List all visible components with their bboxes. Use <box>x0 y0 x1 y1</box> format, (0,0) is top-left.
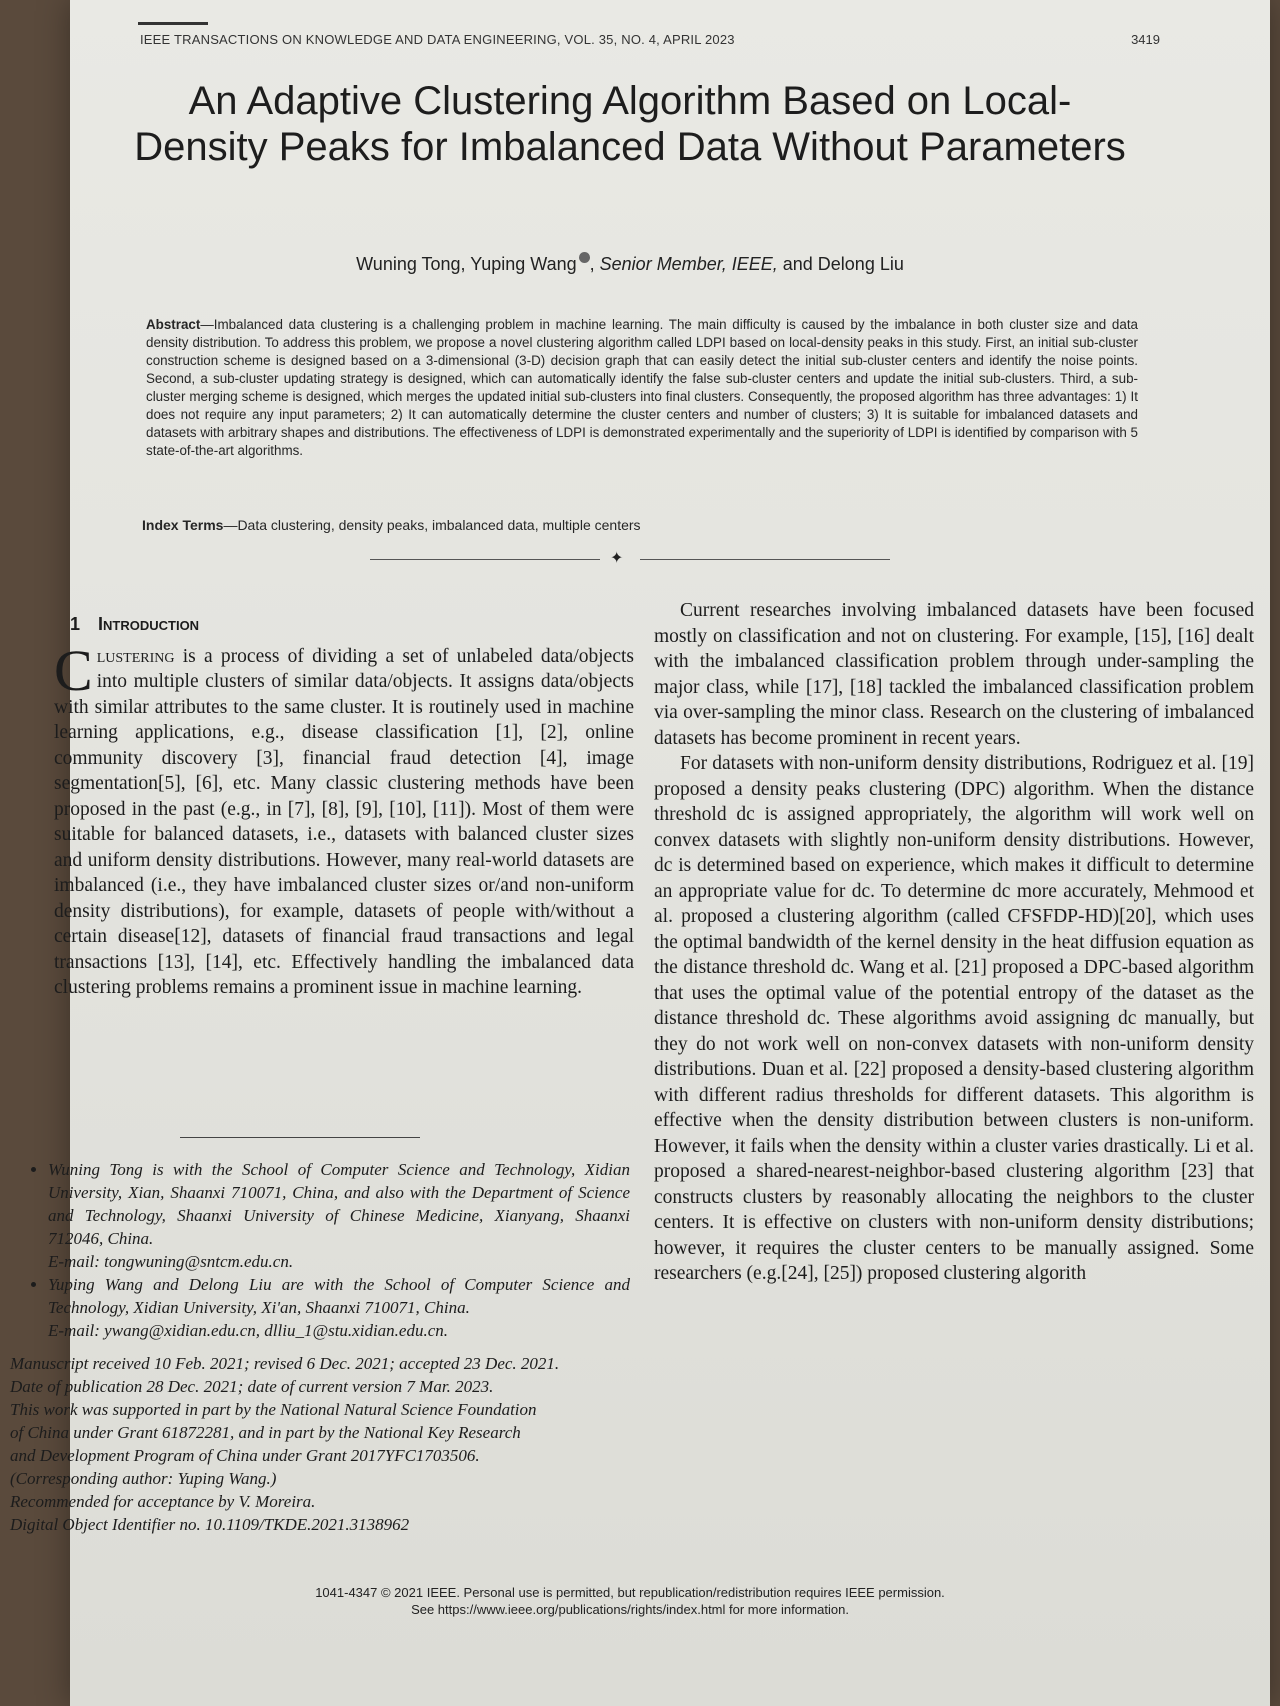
recommended-by: Recommended for acceptance by V. Moreira. <box>10 1492 316 1511</box>
author-line: Wuning Tong, Yuping Wang , Senior Member, IEEE, and Delong Liu <box>356 254 904 274</box>
right-column <box>654 598 1254 1287</box>
author-membership: Senior Member, IEEE, <box>599 254 778 274</box>
intro-paragraph-3: For datasets with non-uniform density distributions, Rodriguez et al. [19] proposed a density peaks clustering (DPC) algorithm. When the distance threshold dc is assigned appropriately, the algorithm will work well on convex datasets with slightly non-uniform density distributions. However, dc is determined based on experience, which makes it difficult to determine an appropriate value for dc. To determine dc more accurately, Mehmood et al. proposed a clustering algorithm (called CFSFDP-HD)[20], which uses the optimal bandwidth of the kernel density in the heat diffusion equation as the distance threshold dc. Wang et al. [21] proposed a DPC-based algorithm that uses the optimal value of the potential entropy of the dataset as the distance threshold dc. These algorithms avoid assigning dc manually, but they do not work well on non-convex datasets with non-uniform density distributions. Duan et al. [22] proposed a density-based clustering algorithm with different radius thresholds for different datasets. This algorithm is effective when the density distribution between clusters is non-uniform. However, it fails when the density within a cluster varies drastically. Li et al. proposed a shared-nearest-neighbor-based clustering algorithm [23] that constructs clusters by reasonably allocating the neighbors to the cluster centers. It is effective on clusters with non-uniform density distributions; however, it requires the cluster centers to be manually assigned. Some researchers (e.g.[24], [25]) proposed clustering algorith <box>654 753 1254 1284</box>
footnotes <box>10 1158 630 1536</box>
copyright-line-2: See https://www.ieee.org/publications/rights/index.html for more information. <box>411 1602 849 1617</box>
paragraph-text: is a process of dividing a set of unlabeled data/objects into multiple clusters of similar data/objects. It assigns data/objects with similar attributes to the same cluster. It is routinely used in machine learning applications, e.g., disease classification [1], [2], online community discovery [3], financial fraud detection [4], image segmentation[5], [6], etc. Many classic clustering methods have been proposed in the past (e.g., in [7], [8], [9], [10], [11]). Most of them were suitable for balanced datasets, i.e., datasets with balanced cluster sizes and uniform density distributions. However, many real-world datasets are imbalanced (i.e., they have imbalanced cluster sizes or/and non-uniform density distributions), for example, datasets of people with/without a certain disease[12], datasets of financial fraud transactions and legal transactions [13], [14], etc. Effectively handling the imbalanced data clustering problems remains a prominent issue in machine learning. <box>54 645 634 998</box>
abstract <box>146 316 1138 460</box>
page-number: 3419 <box>1131 32 1160 47</box>
index-terms-label: Index Terms <box>142 517 224 533</box>
author2-email: E-mail: ywang@xidian.edu.cn, dlliu_1@stu.xidian.edu.cn. <box>48 1321 449 1340</box>
copyright-line-1: 1041-4347 © 2021 IEEE. Personal use is permitted, but republication/redistribution requires IEEE permission. <box>315 1585 945 1600</box>
publication-dates: Date of publication 28 Dec. 2021; date of current version 7 Mar. 2023. <box>10 1377 494 1396</box>
funding-line-3: and Development Program of China under Grant 2017YFC1703506. <box>10 1446 480 1465</box>
intro-paragraph-2: Current researches involving imbalanced datasets have been focused mostly on classification and not on clustering. For example, [15], [16] dealt with the imbalanced classification problem through under-sampling the major class, while [17], [18] tackled the imbalanced classification problem via over-sampling the minor class. Research on the clustering of imbalanced datasets has become prominent in recent years. <box>654 600 1254 749</box>
header-rule <box>138 22 208 25</box>
copyright-notice <box>170 1584 1090 1618</box>
author-names: Wuning Tong, Yuping Wang <box>356 254 577 274</box>
abstract-label: Abstract <box>146 317 201 332</box>
running-header <box>140 32 1160 47</box>
author2-affiliation: • Yuping Wang and Delong Liu are with the School of Computer Science and Technology, Xidian University, Xi'an, Shaanxi 710071, China. E-mail: ywang@xidian.edu.cn, dlliu_1@stu.xidian.edu.cn. <box>48 1273 630 1342</box>
section-number: 1 <box>70 614 81 634</box>
doi: Digital Object Identifier no. 10.1109/TKDE.2021.3138962 <box>10 1515 410 1534</box>
author1-affiliation: • Wuning Tong is with the School of Computer Science and Technology, Xidian University, Xian, Shaanxi 710071, China, and also with the Department of Science and Technology, Shaanxi University of Chinese Medicine, Xianyang, Shaanxi 712046, China. E-mail: tongwuning@sntcm.edu.cn. <box>48 1158 630 1273</box>
journal-name: IEEE TRANSACTIONS ON KNOWLEDGE AND DATA ENGINEERING, VOL. 35, NO. 4, APRIL 2023 <box>140 32 735 47</box>
section-title: Introduction <box>98 614 200 634</box>
orcid-icon <box>579 252 590 263</box>
footnote-rule <box>180 1137 420 1138</box>
abstract-text: —Imbalanced data clustering is a challenging problem in machine learning. The main difficulty is caused by the imbalance in both cluster size and data density distribution. To address this problem, we propose a novel clustering algorithm called LDPI based on local-density peaks in this study. First, an initial sub-cluster construction scheme is designed based on a 3-dimensional (3-D) decision graph that can easily detect the initial sub-cluster centers and identify the noise points. Second, a sub-cluster updating strategy is designed, which can automatically identify the false sub-cluster centers and update the initial sub-clusters. Third, a sub-cluster merging scheme is designed, which merges the updated initial sub-clusters into final clusters. Consequently, the proposed algorithm has three advantages: 1) It does not require any input parameters; 2) It can automatically determine the cluster centers and number of clusters; 3) It is suitable for imbalanced datasets and datasets with arbitrary shapes and distributions. The effectiveness of LDPI is demonstrated experimentally and the superiority of LDPI is identified by comparison with 5 state-of-the-art algorithms. <box>146 317 1138 458</box>
section-heading <box>70 612 634 638</box>
funding-line-1: This work was supported in part by the National Natural Science Foundation <box>10 1400 537 1419</box>
lead-word: lustering <box>96 645 175 667</box>
paper-title: An Adaptive Clustering Algorithm Based on Local-Density Peaks for Imbalanced Data Without Parameters <box>134 79 1126 169</box>
funding-line-2: of China under Grant 61872281, and in part by the National Key Research <box>10 1423 521 1442</box>
left-column <box>54 612 634 1001</box>
author1-email: E-mail: tongwuning@sntcm.edu.cn. <box>48 1252 294 1271</box>
index-terms-text: —Data clustering, density peaks, imbalanced data, multiple centers <box>223 517 641 533</box>
author-last: and Delong Liu <box>782 254 904 274</box>
corresponding-author: (Corresponding author: Yuping Wang.) <box>10 1469 277 1488</box>
paper-page <box>10 0 1270 1706</box>
diamond-star-icon: ✦ <box>610 550 624 567</box>
drop-cap: C <box>54 637 93 703</box>
manuscript-meta <box>10 1352 630 1536</box>
intro-paragraph-1 <box>54 637 634 1001</box>
received-dates: Manuscript received 10 Feb. 2021; revised 6 Dec. 2021; accepted 23 Dec. 2021. <box>10 1354 560 1373</box>
section-divider <box>370 552 890 566</box>
index-terms <box>142 517 1132 533</box>
